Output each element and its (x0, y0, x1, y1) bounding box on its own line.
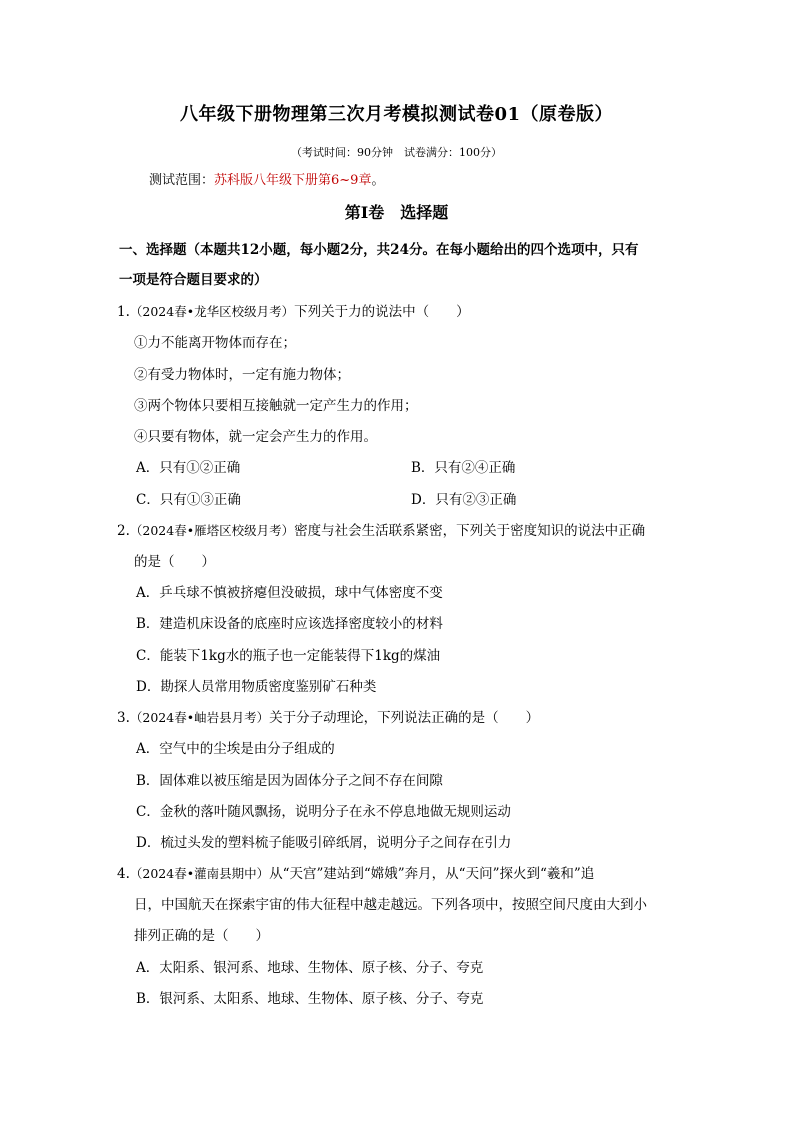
statement-3: ③两个物体只要相互接触就一定产生力的作用； (134, 398, 418, 414)
question-number: 3. (117, 710, 130, 726)
option-c: C．金秋的落叶随风飘扬，说明分子在永不停息地做无规则运动 (136, 804, 511, 820)
question-stem: 关于分子动理论，下列说法正确的是（ ） (269, 710, 540, 726)
question-stem: 下列关于力的说法中（ ） (294, 304, 470, 320)
question-stem: 从“天宫”建站到“嫦娥”奔月，从“天问”探火到“羲和”追 (269, 866, 595, 882)
option-b: B．建造机床设备的底座时应该选择密度较小的材料 (136, 616, 443, 632)
question-source: （2024春•岫岩县月考） (129, 710, 270, 725)
option-d: D．只有②③正确 (411, 492, 517, 508)
option-a: A．乒乓球不慎被挤瘪但没破损，球中气体密度不变 (136, 585, 443, 601)
question-stem-continued: 排列正确的是（ ） (134, 928, 269, 944)
option-a: A．空气中的尘埃是由分子组成的 (136, 741, 335, 757)
instructions-line-1: 一、选择题（本题共12小题，每小题2分，共24分。在每小题给出的四个选项中，只有 (119, 242, 639, 258)
statement-2: ②有受力物体时，一定有施力物体； (134, 367, 350, 383)
instructions-line-2: 一项是符合题目要求的） (119, 272, 268, 288)
question-1 (117, 306, 470, 320)
option-d: D．梳过头发的塑料梳子能吸引碎纸屑，说明分子之间存在引力 (136, 835, 512, 851)
option-a: A．太阳系、银河系、地球、生物体、原子核、分子、夸克 (136, 960, 484, 976)
option-d: D．勘探人员常用物质密度鉴别矿石种类 (136, 679, 377, 695)
option-b: B．只有②④正确 (411, 460, 516, 476)
test-scope-label: 测试范围： (149, 173, 215, 188)
test-scope-value: 苏科版八年级下册第6~9章 (214, 173, 372, 188)
option-b: B．银河系、太阳系、地球、生物体、原子核、分子、夸克 (136, 991, 484, 1007)
test-scope (149, 174, 384, 187)
question-3 (117, 712, 539, 726)
option-c: C．只有①③正确 (136, 492, 241, 508)
question-2 (117, 525, 645, 539)
statement-4: ④只要有物体，就一定会产生力的作用。 (134, 429, 377, 445)
question-source: （2024春•雁塔区校级月考） (129, 523, 295, 538)
option-b: B．固体难以被压缩是因为固体分子之间不存在间隙 (136, 773, 443, 789)
question-source: （2024春•灌南县期中） (129, 866, 270, 881)
option-c: C．能装下1kg水的瓶子也一定能装得下1kg的煤油 (136, 648, 441, 664)
question-4 (117, 868, 594, 882)
test-scope-end: 。 (371, 173, 385, 188)
question-stem-continued: 日，中国航天在探索宇宙的伟大征程中越走越远。下列各项中，按照空间尺度由大到小 (134, 897, 647, 913)
document-title: 八年级下册物理第三次月考模拟测试卷01（原卷版） (179, 104, 614, 125)
question-source: （2024春•龙华区校级月考） (129, 304, 295, 319)
question-number: 4. (117, 866, 130, 882)
question-number: 1. (117, 304, 130, 320)
question-stem-continued: 的是（ ） (134, 554, 215, 570)
statement-1: ①力不能离开物体而存在； (134, 335, 296, 351)
option-a: A．只有①②正确 (136, 460, 241, 476)
section-title: 第Ⅰ卷 选择题 (344, 203, 449, 222)
question-stem: 密度与社会生活联系紧密，下列关于密度知识的说法中正确 (294, 523, 646, 539)
exam-info: （考试时间：90分钟 试卷满分：100分） (291, 146, 502, 159)
question-number: 2. (117, 523, 130, 539)
